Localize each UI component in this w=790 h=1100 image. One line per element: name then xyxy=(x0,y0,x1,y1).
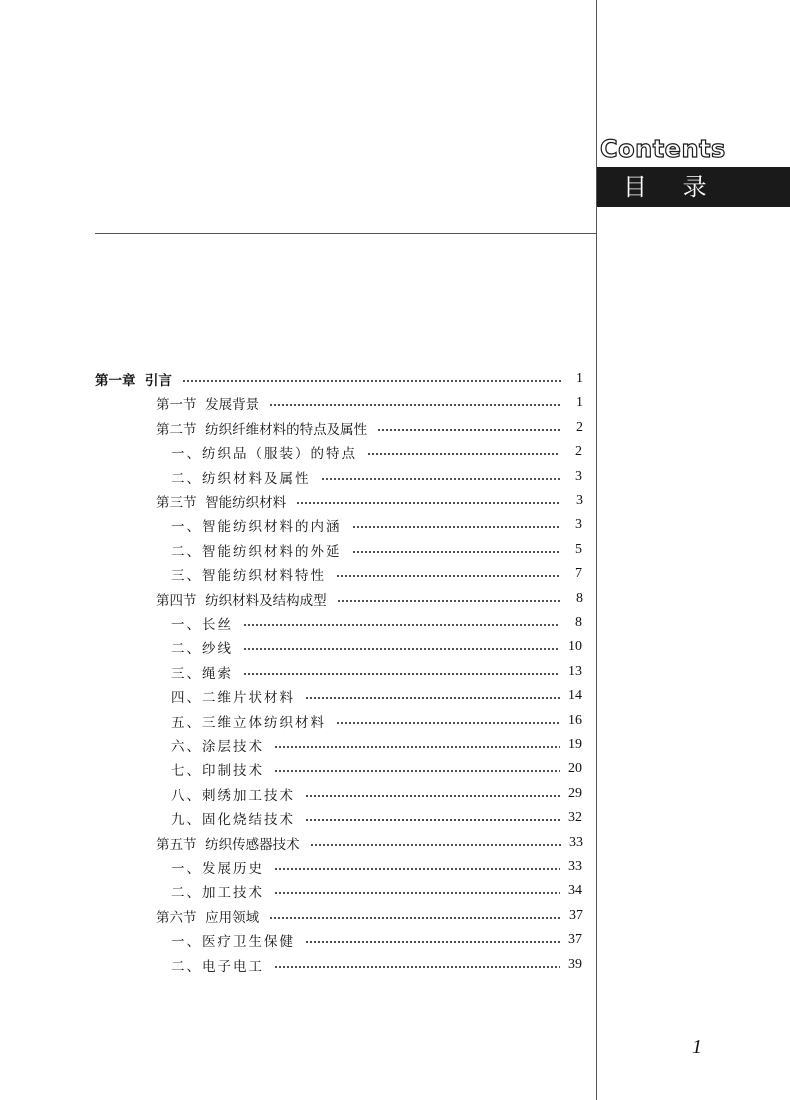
toc-entry-page: 7 xyxy=(575,566,582,582)
toc-entry-page: 3 xyxy=(576,493,583,508)
page-title: 目 录 xyxy=(597,167,790,207)
horizontal-rule xyxy=(95,233,597,234)
toc-entry[interactable] xyxy=(171,685,582,707)
toc-entry-label: 二、纺织材料及属性 xyxy=(171,470,311,487)
toc-entry[interactable] xyxy=(171,441,582,463)
page-number: 1 xyxy=(692,1036,702,1058)
toc-entry[interactable] xyxy=(171,807,582,829)
toc-entry-page: 37 xyxy=(569,907,583,923)
dot-leader xyxy=(337,600,561,602)
dot-leader xyxy=(274,966,560,968)
dot-leader xyxy=(274,770,560,772)
toc-entry[interactable] xyxy=(156,588,583,610)
dot-leader xyxy=(296,502,561,504)
toc-entry-page: 5 xyxy=(575,541,582,557)
dot-leader xyxy=(305,697,560,699)
toc-entry-page: 33 xyxy=(568,859,582,874)
toc-entry[interactable] xyxy=(156,905,583,927)
toc-entry[interactable] xyxy=(171,661,582,683)
toc-entry-page: 2 xyxy=(575,444,582,460)
toc-entry[interactable] xyxy=(156,392,583,414)
toc-entry-label: 第三节 智能纺织材料 xyxy=(156,495,287,511)
toc-entry-label: 九、固化烧结技术 xyxy=(171,812,295,829)
dot-leader xyxy=(243,673,560,675)
dot-leader xyxy=(305,795,560,797)
toc-entry[interactable] xyxy=(171,758,582,780)
toc-entry-label: 一、纺织品（服装）的特点 xyxy=(171,446,357,463)
toc-entry-label: 七、印制技术 xyxy=(171,763,264,780)
toc-entry-label: 五、三维立体纺织材料 xyxy=(171,714,326,731)
dot-leader xyxy=(182,380,561,382)
vertical-rule xyxy=(596,0,597,1100)
toc-entry-label: 一、智能纺织材料的内涵 xyxy=(171,519,342,536)
dot-leader xyxy=(377,429,561,431)
toc-entry[interactable] xyxy=(171,856,582,878)
toc-entry[interactable] xyxy=(171,563,582,585)
toc-entry-page: 20 xyxy=(568,761,582,777)
toc-entry-label: 第五节 纺织传感器技术 xyxy=(156,836,300,853)
toc-entry-page: 3 xyxy=(575,517,582,533)
toc-entry-label: 二、电子电工 xyxy=(171,958,264,975)
toc-entry-label: 第一节 发展背景 xyxy=(156,397,260,414)
toc-entry-label: 一、发展历史 xyxy=(171,861,264,877)
toc-entry-label: 第二节 纺织纤维材料的特点及属性 xyxy=(156,421,368,438)
toc-entry[interactable] xyxy=(171,710,582,732)
dot-leader xyxy=(243,648,560,650)
toc-entry-label: 三、智能纺织材料特性 xyxy=(171,568,326,585)
toc-entry-page: 10 xyxy=(568,639,582,655)
toc-entry-label: 六、涂层技术 xyxy=(171,739,264,755)
toc-entry[interactable] xyxy=(171,929,582,951)
toc-entry-label: 三、绳索 xyxy=(171,665,233,682)
toc-entry[interactable] xyxy=(171,880,582,902)
toc-entry-page: 39 xyxy=(568,956,582,972)
toc-entry-label: 二、智能纺织材料的外延 xyxy=(171,543,342,560)
toc-entry[interactable] xyxy=(156,832,583,854)
toc-entry-label: 四、二维片状材料 xyxy=(171,690,295,707)
toc-entry-label: 一、长丝 xyxy=(171,617,233,633)
dot-leader xyxy=(305,819,560,821)
dot-leader xyxy=(274,746,560,748)
toc-entry-label: 第一章 引言 xyxy=(95,373,172,389)
toc-entry-page: 33 xyxy=(569,834,583,850)
toc-entry[interactable] xyxy=(171,612,582,634)
toc-entry[interactable] xyxy=(171,514,582,536)
contents-heading: Contents xyxy=(600,135,726,163)
dot-leader xyxy=(336,575,560,577)
dot-leader xyxy=(274,868,560,870)
toc-entry-label: 一、医疗卫生保健 xyxy=(171,934,295,951)
dot-leader xyxy=(367,453,560,455)
toc-entry-page: 34 xyxy=(568,883,582,899)
toc-entry-page: 1 xyxy=(576,371,583,386)
toc-entry-page: 13 xyxy=(568,663,582,679)
toc-entry-page: 14 xyxy=(568,688,582,704)
toc-entry[interactable] xyxy=(171,539,582,561)
toc-entry-page: 8 xyxy=(575,615,582,630)
toc-entry-page: 16 xyxy=(568,712,582,728)
dot-leader xyxy=(243,624,560,626)
dot-leader xyxy=(321,478,561,480)
dot-leader xyxy=(274,892,560,894)
toc-entry-label: 二、纱线 xyxy=(171,641,233,658)
toc-entry-page: 2 xyxy=(576,419,583,435)
toc-entry-page: 3 xyxy=(575,468,582,484)
toc-entry[interactable] xyxy=(171,636,582,658)
toc-entry-page: 8 xyxy=(576,590,583,606)
toc-entry[interactable] xyxy=(156,490,583,512)
toc-entry-label: 第四节 纺织材料及结构成型 xyxy=(156,592,327,609)
toc-entry[interactable] xyxy=(171,734,582,756)
dot-leader xyxy=(269,404,561,406)
toc-entry-label: 八、刺绣加工技术 xyxy=(171,787,295,804)
toc-entry[interactable] xyxy=(171,954,582,976)
toc-entry[interactable] xyxy=(156,417,583,439)
dot-leader xyxy=(310,844,561,846)
dot-leader xyxy=(352,551,561,553)
toc-entry-label: 二、加工技术 xyxy=(171,885,264,902)
dot-leader xyxy=(269,917,561,919)
toc-entry-page: 29 xyxy=(568,785,582,801)
dot-leader xyxy=(336,722,560,724)
toc-entry[interactable] xyxy=(171,783,582,805)
toc-entry-page: 37 xyxy=(568,932,582,948)
toc-entry-label: 第六节 应用领域 xyxy=(156,909,260,926)
toc-entry[interactable] xyxy=(95,368,583,390)
toc-entry-page: 1 xyxy=(576,395,583,411)
dot-leader xyxy=(305,941,560,943)
dot-leader xyxy=(352,526,561,528)
toc-entry[interactable] xyxy=(171,466,582,488)
toc-entry-page: 19 xyxy=(568,737,582,752)
toc-entry-page: 32 xyxy=(568,810,582,826)
